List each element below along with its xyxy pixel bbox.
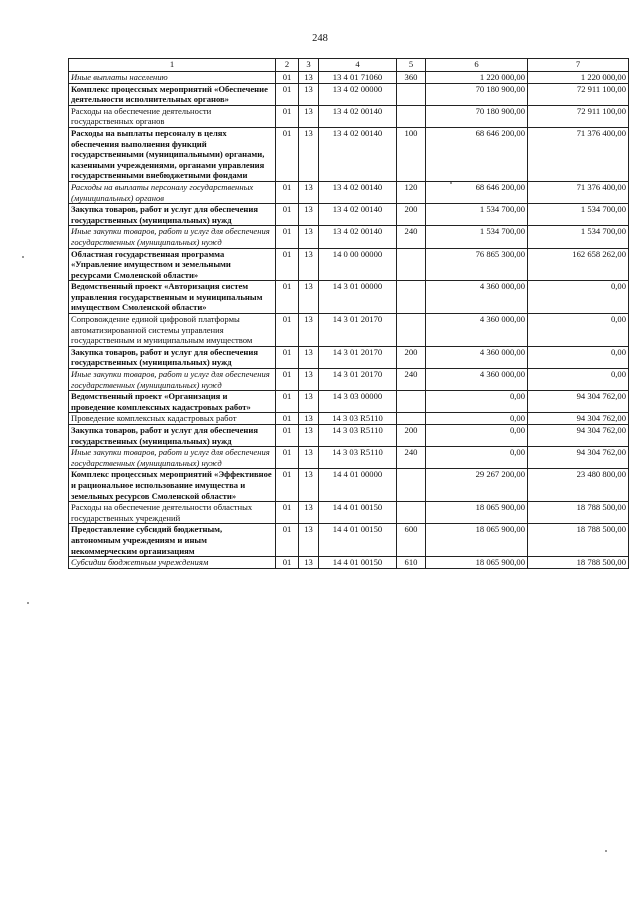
row-subsection: 13: [299, 248, 319, 281]
row-section: 01: [276, 413, 299, 425]
row-amount-year-1: 29 267 200,00: [426, 469, 528, 502]
row-target-article: 14 3 03 R5110: [319, 413, 397, 425]
row-subsection: 13: [299, 181, 319, 203]
row-name: Закупка товаров, работ и услуг для обеспечения государственных (муниципальных) нужд: [69, 204, 276, 226]
row-amount-year-1: 1 220 000,00: [426, 72, 528, 84]
row-amount-year-2: 0,00: [528, 281, 629, 314]
row-amount-year-2: 1 534 700,00: [528, 226, 629, 248]
row-subsection: 13: [299, 425, 319, 447]
row-subsection: 13: [299, 524, 319, 557]
row-expense-type: [397, 413, 426, 425]
row-target-article: 14 3 03 R5110: [319, 425, 397, 447]
row-expense-type: [397, 281, 426, 314]
row-target-article: 14 3 03 00000: [319, 391, 397, 413]
row-name: Субсидии бюджетным учреждениям: [69, 557, 276, 569]
row-expense-type: [397, 502, 426, 524]
row-subsection: 13: [299, 314, 319, 347]
row-subsection: 13: [299, 83, 319, 105]
row-target-article: 14 0 00 00000: [319, 248, 397, 281]
row-amount-year-1: 68 646 200,00: [426, 181, 528, 203]
row-amount-year-2: 71 376 400,00: [528, 181, 629, 203]
row-section: 01: [276, 248, 299, 281]
table-row: [69, 72, 629, 84]
row-amount-year-1: 0,00: [426, 391, 528, 413]
row-amount-year-2: 94 304 762,00: [528, 391, 629, 413]
row-target-article: 14 3 01 20170: [319, 369, 397, 391]
row-amount-year-1: 1 534 700,00: [426, 226, 528, 248]
row-amount-year-2: 0,00: [528, 369, 629, 391]
row-amount-year-2: 23 480 800,00: [528, 469, 629, 502]
row-section: 01: [276, 391, 299, 413]
row-section: 01: [276, 72, 299, 84]
scan-speck: [22, 256, 24, 258]
table-row: [69, 524, 629, 557]
row-section: 01: [276, 524, 299, 557]
row-expense-type: 610: [397, 557, 426, 569]
row-amount-year-1: 4 360 000,00: [426, 346, 528, 368]
row-target-article: 14 4 01 00000: [319, 469, 397, 502]
row-section: 01: [276, 346, 299, 368]
table-row: [69, 502, 629, 524]
budget-table-body: [69, 59, 629, 569]
row-target-article: 14 4 01 00150: [319, 557, 397, 569]
row-name: Комплекс процессных мероприятий «Обеспечение деятельности исполнительных органов»: [69, 83, 276, 105]
row-target-article: 14 3 01 20170: [319, 346, 397, 368]
row-subsection: 13: [299, 469, 319, 502]
row-target-article: 13 4 02 00000: [319, 83, 397, 105]
row-subsection: 13: [299, 281, 319, 314]
row-name: Расходы на обеспечение деятельности государственных органов: [69, 105, 276, 127]
table-row: [69, 369, 629, 391]
row-expense-type: [397, 314, 426, 347]
table-row: [69, 447, 629, 469]
header-row: [69, 59, 629, 72]
table-row: [69, 105, 629, 127]
row-amount-year-2: 72 911 100,00: [528, 83, 629, 105]
row-name: Сопровождение единой цифровой платформы автоматизированной системы управления государственным и муниципальным имуществом: [69, 314, 276, 347]
row-amount-year-1: 1 534 700,00: [426, 204, 528, 226]
row-section: 01: [276, 557, 299, 569]
row-amount-year-1: 70 180 900,00: [426, 105, 528, 127]
page-number: 248: [312, 33, 328, 44]
row-name: Закупка товаров, работ и услуг для обеспечения государственных (муниципальных) нужд: [69, 425, 276, 447]
row-expense-type: 600: [397, 524, 426, 557]
row-amount-year-1: 0,00: [426, 425, 528, 447]
row-expense-type: [397, 391, 426, 413]
table-row: [69, 391, 629, 413]
row-amount-year-2: 18 788 500,00: [528, 524, 629, 557]
row-target-article: 13 4 02 00140: [319, 181, 397, 203]
row-expense-type: 200: [397, 346, 426, 368]
row-amount-year-1: 4 360 000,00: [426, 281, 528, 314]
row-expense-type: 360: [397, 72, 426, 84]
row-section: 01: [276, 83, 299, 105]
row-subsection: 13: [299, 391, 319, 413]
row-amount-year-2: 0,00: [528, 346, 629, 368]
budget-table: [68, 58, 629, 569]
row-amount-year-1: 18 065 900,00: [426, 557, 528, 569]
row-target-article: 13 4 02 00140: [319, 127, 397, 181]
row-target-article: 14 3 03 R5110: [319, 447, 397, 469]
row-section: 01: [276, 369, 299, 391]
row-amount-year-1: 4 360 000,00: [426, 314, 528, 347]
table-row: [69, 425, 629, 447]
row-expense-type: [397, 248, 426, 281]
row-subsection: 13: [299, 502, 319, 524]
row-section: 01: [276, 281, 299, 314]
header-col-3: 3: [299, 59, 319, 72]
row-target-article: 14 3 01 20170: [319, 314, 397, 347]
row-section: 01: [276, 105, 299, 127]
row-expense-type: 100: [397, 127, 426, 181]
row-section: 01: [276, 226, 299, 248]
table-row: [69, 204, 629, 226]
row-name: Расходы на обеспечение деятельности областных государственных учреждений: [69, 502, 276, 524]
header-col-2: 2: [276, 59, 299, 72]
row-name: Расходы на выплаты персоналу в целях обеспечения выполнения функций государственными (муниципальными) органами, казенными учреждениями, органами управления государственными внебюджетными фондами: [69, 127, 276, 181]
row-expense-type: [397, 83, 426, 105]
row-subsection: 13: [299, 447, 319, 469]
row-section: 01: [276, 502, 299, 524]
row-subsection: 13: [299, 369, 319, 391]
row-section: 01: [276, 314, 299, 347]
row-amount-year-2: 18 788 500,00: [528, 557, 629, 569]
row-subsection: 13: [299, 72, 319, 84]
row-name: Ведомственный проект «Авторизация систем управления государственным и муниципальным имуществом Смоленской области»: [69, 281, 276, 314]
table-row: [69, 281, 629, 314]
row-subsection: 13: [299, 127, 319, 181]
row-name: Расходы на выплаты персоналу государственных (муниципальных) органов: [69, 181, 276, 203]
table-row: [69, 469, 629, 502]
row-subsection: 13: [299, 346, 319, 368]
row-amount-year-2: 94 304 762,00: [528, 447, 629, 469]
row-target-article: 13 4 02 00140: [319, 226, 397, 248]
row-section: 01: [276, 469, 299, 502]
row-target-article: 13 4 02 00140: [319, 105, 397, 127]
row-target-article: 14 4 01 00150: [319, 524, 397, 557]
row-subsection: 13: [299, 204, 319, 226]
row-expense-type: 240: [397, 369, 426, 391]
scan-speck: [605, 850, 607, 852]
row-amount-year-2: 18 788 500,00: [528, 502, 629, 524]
row-amount-year-2: 71 376 400,00: [528, 127, 629, 181]
row-subsection: 13: [299, 557, 319, 569]
row-amount-year-2: 1 220 000,00: [528, 72, 629, 84]
row-name: Иные закупки товаров, работ и услуг для обеспечения государственных (муниципальных) нужд: [69, 226, 276, 248]
table-row: [69, 248, 629, 281]
row-amount-year-1: 0,00: [426, 413, 528, 425]
row-target-article: 13 4 02 00140: [319, 204, 397, 226]
row-amount-year-2: 72 911 100,00: [528, 105, 629, 127]
row-expense-type: [397, 469, 426, 502]
row-section: 01: [276, 127, 299, 181]
row-name: Областная государственная программа «Управление имуществом и земельными ресурсами Смоленской области»: [69, 248, 276, 281]
row-section: 01: [276, 425, 299, 447]
row-amount-year-1: 4 360 000,00: [426, 369, 528, 391]
row-name: Предоставление субсидий бюджетным, автономным учреждениям и иным некоммерческим организациям: [69, 524, 276, 557]
table-row: [69, 314, 629, 347]
row-target-article: 14 3 01 00000: [319, 281, 397, 314]
row-section: 01: [276, 447, 299, 469]
row-amount-year-1: 0,00: [426, 447, 528, 469]
row-name: Комплекс процессных мероприятий «Эффективное и рациональное использование имущества и земельных ресурсов Смоленской области»: [69, 469, 276, 502]
scan-speck: [450, 182, 452, 184]
row-subsection: 13: [299, 105, 319, 127]
table-row: [69, 413, 629, 425]
row-amount-year-1: 68 646 200,00: [426, 127, 528, 181]
row-amount-year-1: 76 865 300,00: [426, 248, 528, 281]
row-expense-type: 200: [397, 425, 426, 447]
row-section: 01: [276, 204, 299, 226]
table-row: [69, 127, 629, 181]
row-amount-year-2: 94 304 762,00: [528, 413, 629, 425]
header-col-6: 6: [426, 59, 528, 72]
row-target-article: 13 4 01 71060: [319, 72, 397, 84]
table-row: [69, 226, 629, 248]
row-subsection: 13: [299, 226, 319, 248]
row-name: Закупка товаров, работ и услуг для обеспечения государственных (муниципальных) нужд: [69, 346, 276, 368]
row-name: Иные выплаты населению: [69, 72, 276, 84]
table-row: [69, 557, 629, 569]
header-col-7: 7: [528, 59, 629, 72]
row-subsection: 13: [299, 413, 319, 425]
row-name: Ведомственный проект «Организация и проведение комплексных кадастровых работ»: [69, 391, 276, 413]
row-amount-year-2: 0,00: [528, 314, 629, 347]
row-amount-year-2: 162 658 262,00: [528, 248, 629, 281]
row-expense-type: 120: [397, 181, 426, 203]
header-col-4: 4: [319, 59, 397, 72]
row-section: 01: [276, 181, 299, 203]
row-expense-type: 200: [397, 204, 426, 226]
row-name: Проведение комплексных кадастровых работ: [69, 413, 276, 425]
scan-speck: [27, 602, 29, 604]
header-col-5: 5: [397, 59, 426, 72]
row-name: Иные закупки товаров, работ и услуг для обеспечения государственных (муниципальных) нужд: [69, 447, 276, 469]
header-col-1: 1: [69, 59, 276, 72]
row-expense-type: 240: [397, 447, 426, 469]
table-row: [69, 346, 629, 368]
row-expense-type: [397, 105, 426, 127]
table-row: [69, 181, 629, 203]
row-amount-year-1: 18 065 900,00: [426, 502, 528, 524]
row-amount-year-2: 94 304 762,00: [528, 425, 629, 447]
row-amount-year-2: 1 534 700,00: [528, 204, 629, 226]
row-amount-year-1: 18 065 900,00: [426, 524, 528, 557]
row-target-article: 14 4 01 00150: [319, 502, 397, 524]
row-name: Иные закупки товаров, работ и услуг для обеспечения государственных (муниципальных) нужд: [69, 369, 276, 391]
row-amount-year-1: 70 180 900,00: [426, 83, 528, 105]
row-expense-type: 240: [397, 226, 426, 248]
table-row: [69, 83, 629, 105]
